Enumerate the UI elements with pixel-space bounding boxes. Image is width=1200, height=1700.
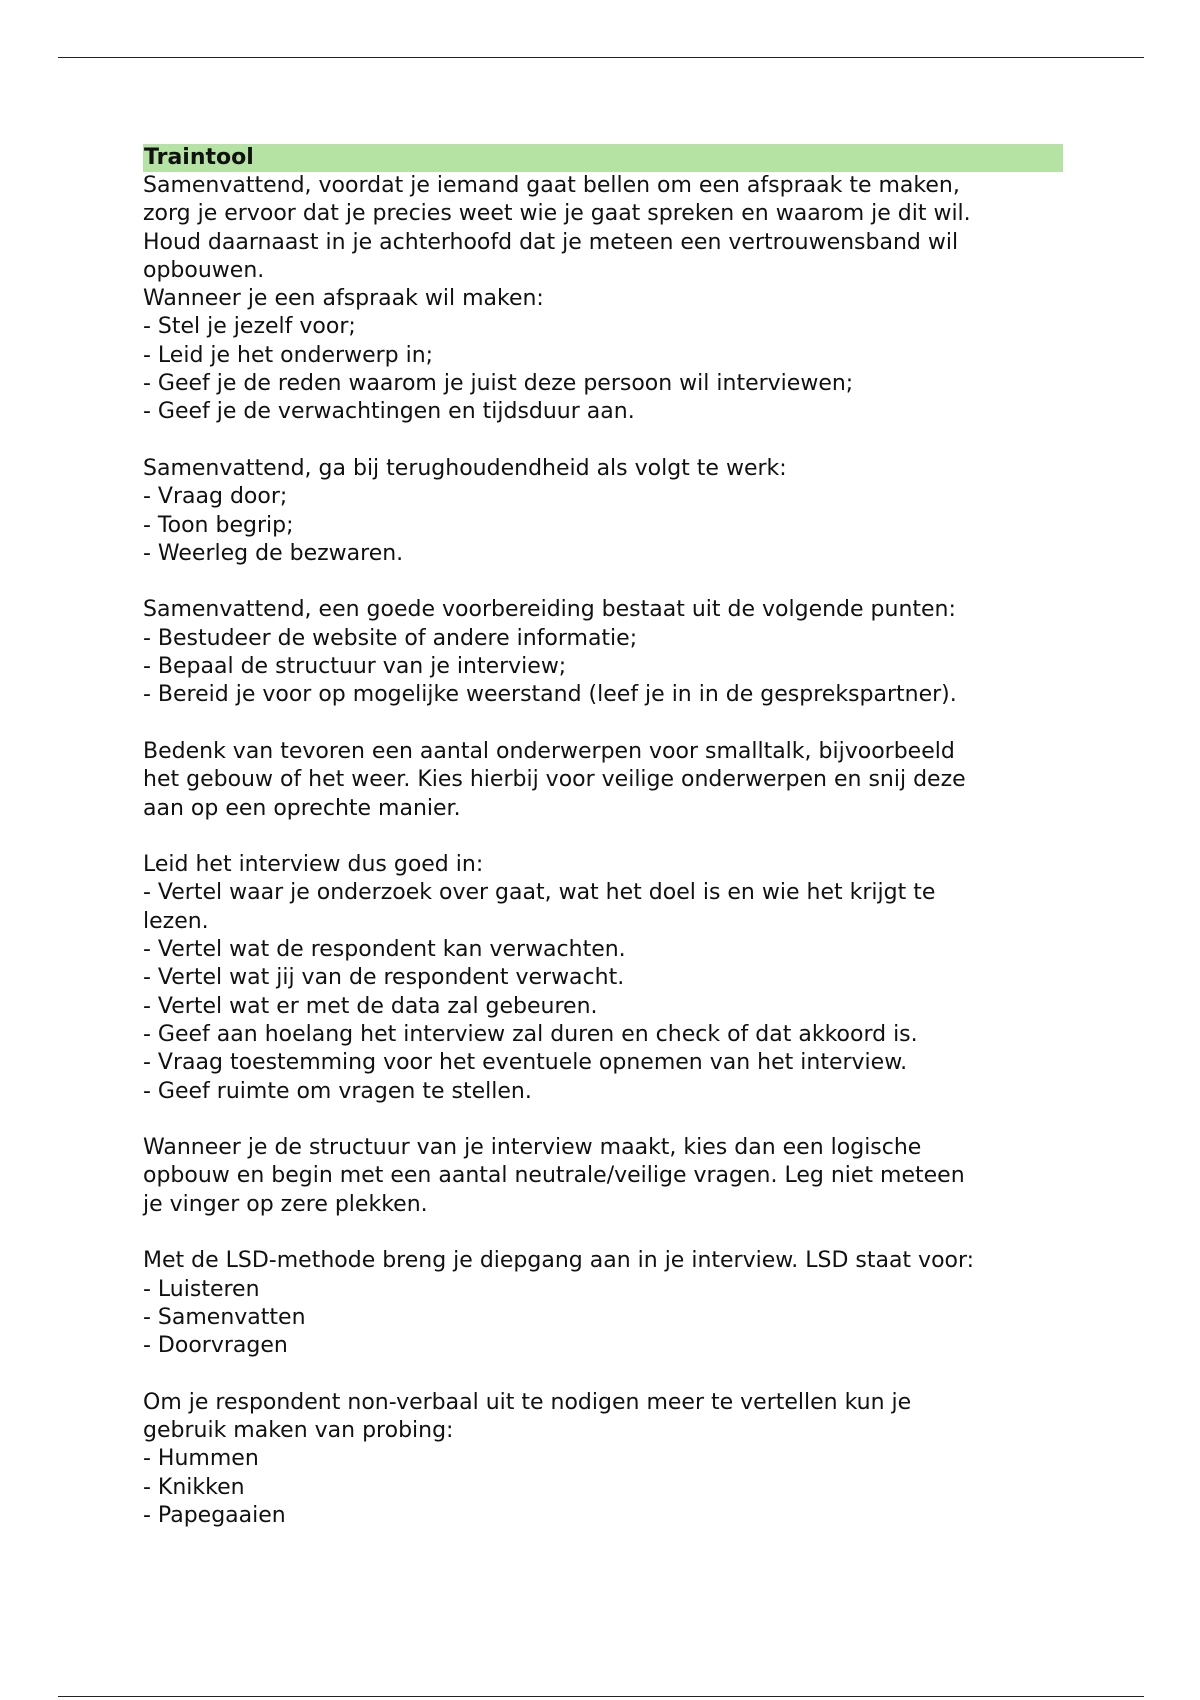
- text-line: - Toon begrip;: [143, 512, 294, 538]
- text-line: - Bereid je voor op mogelijke weerstand (leef je in in de gesprekspartner).: [143, 682, 957, 708]
- text-line: Wanneer je een afspraak wil maken:: [143, 286, 544, 312]
- text-line: - Vertel wat de respondent kan verwachten.: [143, 937, 626, 963]
- text-line: - Knikken: [143, 1474, 245, 1500]
- text-line: - Geef ruimte om vragen te stellen.: [143, 1078, 532, 1104]
- paragraph: [143, 738, 1063, 823]
- paragraph-spacer: [143, 1219, 1063, 1247]
- text-line: - Doorvragen: [143, 1333, 288, 1359]
- text-line: - Luisteren: [143, 1276, 260, 1302]
- paragraph-spacer: [143, 427, 1063, 455]
- paragraph: [143, 1389, 1063, 1530]
- text-line: - Leid je het onderwerp in;: [143, 342, 434, 368]
- paragraph-spacer: [143, 823, 1063, 851]
- text-line: opbouw en begin met een aantal neutrale/veilige vragen. Leg niet meteen: [143, 1163, 965, 1189]
- paragraph: [143, 1134, 1063, 1219]
- paragraph: [143, 1247, 1063, 1360]
- paragraph-spacer: [143, 1360, 1063, 1388]
- text-line: Samenvattend, voordat je iemand gaat bellen om een afspraak te maken,: [143, 173, 960, 198]
- paragraph-spacer: [143, 710, 1063, 738]
- footer-rule: [58, 1696, 1144, 1697]
- text-line: lezen.: [143, 908, 209, 934]
- paragraph-container: [143, 172, 1063, 1530]
- text-line: - Papegaaien: [143, 1502, 286, 1528]
- text-line: aan op een oprechte manier.: [143, 795, 461, 821]
- text-line: Met de LSD-methode breng je diepgang aan in je interview. LSD staat voor:: [143, 1248, 975, 1274]
- paragraph: [143, 172, 1063, 427]
- paragraph: [143, 851, 1063, 1106]
- text-line: Houd daarnaast in je achterhoofd dat je meteen een vertrouwensband wil: [143, 229, 959, 255]
- text-line: - Geef je de verwachtingen en tijdsduur aan.: [143, 399, 635, 425]
- text-line: - Vraag door;: [143, 484, 288, 510]
- text-line: - Bepaal de structuur van je interview;: [143, 654, 567, 680]
- paragraph: [143, 455, 1063, 568]
- text-line: - Vertel wat jij van de respondent verwacht.: [143, 965, 625, 991]
- text-line: Wanneer je de structuur van je interview maakt, kies dan een logische: [143, 1135, 922, 1161]
- text-line: het gebouw of het weer. Kies hierbij voor veilige onderwerpen en snij deze: [143, 767, 966, 793]
- header-rule: [58, 57, 1144, 58]
- text-line: - Geef aan hoelang het interview zal duren en check of dat akkoord is.: [143, 1021, 918, 1047]
- text-line: Samenvattend, een goede voorbereiding bestaat uit de volgende punten:: [143, 597, 956, 623]
- text-line: - Vertel waar je onderzoek over gaat, wat het doel is en wie het krijgt te: [143, 880, 936, 906]
- text-line: - Hummen: [143, 1446, 259, 1472]
- text-line: gebruik maken van probing:: [143, 1418, 454, 1444]
- paragraph-spacer: [143, 568, 1063, 596]
- text-line: Bedenk van tevoren een aantal onderwerpen voor smalltalk, bijvoorbeeld: [143, 738, 955, 764]
- text-line: - Stel je jezelf voor;: [143, 314, 356, 340]
- text-line: - Geef je de reden waarom je juist deze persoon wil interviewen;: [143, 371, 854, 397]
- text-line: - Vraag toestemming voor het eventuele opnemen van het interview.: [143, 1050, 908, 1076]
- text-line: - Bestudeer de website of andere informatie;: [143, 625, 638, 651]
- text-line: Samenvattend, ga bij terughoudendheid als volgt te werk:: [143, 455, 787, 481]
- paragraph-spacer: [143, 1106, 1063, 1134]
- text-line: Leid het interview dus goed in:: [143, 852, 484, 878]
- section-heading: Traintool: [143, 144, 1063, 172]
- text-line: - Vertel wat er met de data zal gebeuren.: [143, 993, 598, 1019]
- text-line: - Weerleg de bezwaren.: [143, 540, 404, 566]
- text-line: - Samenvatten: [143, 1304, 306, 1330]
- text-line: zorg je ervoor dat je precies weet wie je gaat spreken en waarom je dit wil.: [143, 201, 971, 227]
- text-line: Om je respondent non-verbaal uit te nodigen meer te vertellen kun je: [143, 1389, 912, 1415]
- text-line: opbouwen.: [143, 257, 265, 283]
- text-line: je vinger op zere plekken.: [143, 1191, 428, 1217]
- paragraph: [143, 596, 1063, 709]
- document-body: [143, 144, 1063, 1530]
